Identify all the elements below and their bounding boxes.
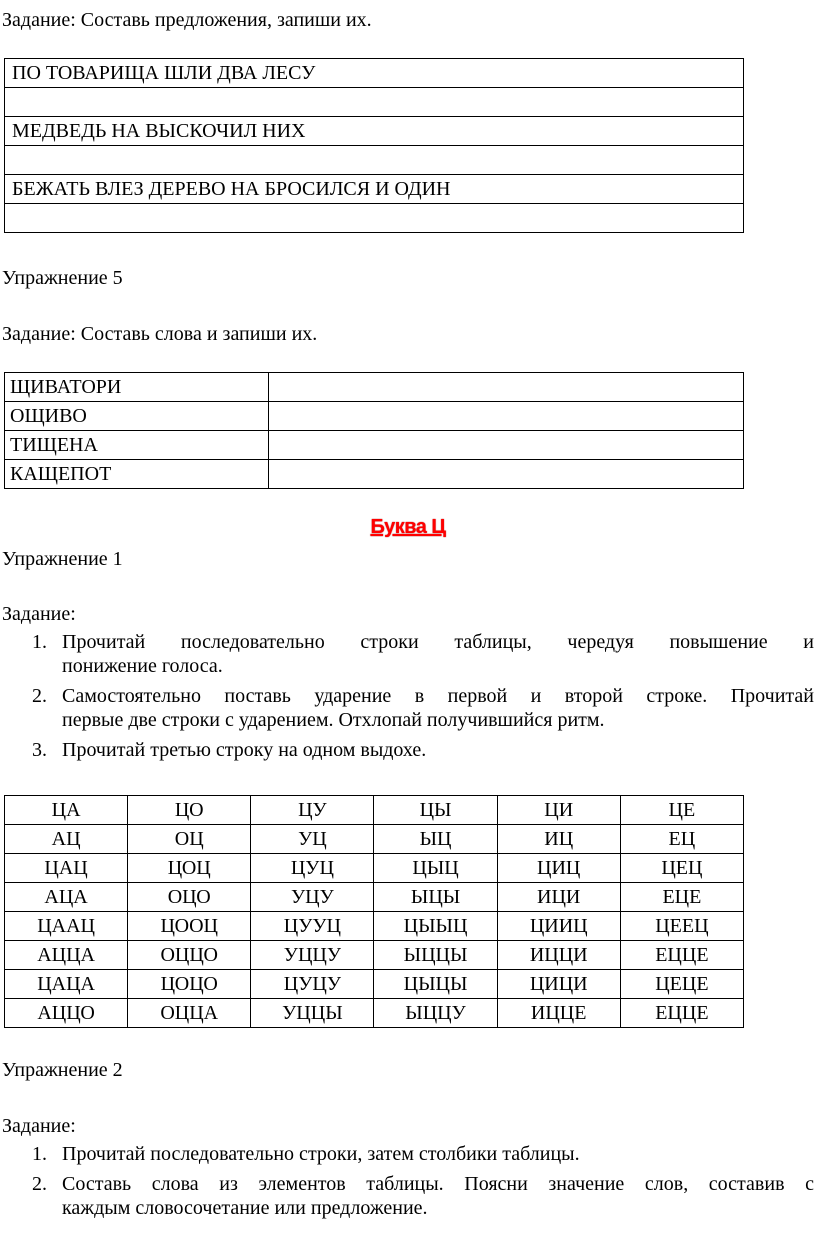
syllable-cell: ЕЦЦЕ (620, 999, 743, 1028)
syllable-cell: УЦЦУ (251, 941, 374, 970)
syllable-cell: АЦ (5, 825, 128, 854)
list-item (0, 738, 814, 762)
list-item (0, 630, 814, 678)
table-cell: ЩИВАТОРИ (5, 373, 269, 402)
table-cell: ТИЩЕНА (5, 431, 269, 460)
syllable-cell: ЦАЦ (5, 854, 128, 883)
syllable-cell: АЦЦА (5, 941, 128, 970)
syllable-cell: ЦУЦ (251, 854, 374, 883)
list-item (0, 1142, 814, 1166)
list-item (0, 1172, 814, 1220)
syllable-cell: ЫЦЫ (374, 883, 497, 912)
syllable-cell: АЦЦО (5, 999, 128, 1028)
list-number: 1. (32, 1143, 47, 1165)
exercise-1-task-label: Задание: (2, 603, 76, 625)
list-item (0, 684, 814, 732)
list-text: Прочитай последовательно строки таблицы, чередуя повышение и (62, 631, 814, 653)
syllable-cell: ЦИЦ (497, 854, 620, 883)
syllable-cell: ОЦЦО (128, 941, 251, 970)
table-row (5, 912, 744, 941)
list-text: Прочитай последовательно строки, затем столбики таблицы. (62, 1143, 580, 1165)
syllable-cell: ОЦЦА (128, 999, 251, 1028)
syllable-cell: ЦЕЦ (620, 854, 743, 883)
syllable-cell: ЦЫЦЫ (374, 970, 497, 999)
syllable-cell: ЦЕЦЕ (620, 970, 743, 999)
answer-cell (269, 460, 744, 489)
table-cell: БЕЖАТЬ ВЛЕЗ ДЕРЕВО НА БРОСИЛСЯ И ОДИН (5, 175, 744, 204)
syllable-cell: ИЦ (497, 825, 620, 854)
syllable-cell: ИЦЦИ (497, 941, 620, 970)
list-number: 2. (32, 685, 47, 707)
syllable-cell: ЫЦ (374, 825, 497, 854)
exercise-2-title: Упражнение 2 (2, 1059, 123, 1081)
syllable-cell: ЦОЦО (128, 970, 251, 999)
syllable-cell: ЦИИЦ (497, 912, 620, 941)
table-row (5, 854, 744, 883)
syllable-cell: ЕЦЦЕ (620, 941, 743, 970)
syllable-cell: ЦИ (497, 796, 620, 825)
syllable-cell: ЦЕ (620, 796, 743, 825)
letter-heading: Буква Ц (370, 516, 446, 538)
syllable-cell: ОЦО (128, 883, 251, 912)
table-cell (5, 88, 744, 117)
answer-cell (269, 402, 744, 431)
words-table (4, 372, 744, 489)
syllable-cell: ЦА (5, 796, 128, 825)
table-cell: ОЩИВО (5, 402, 269, 431)
syllable-cell: ЫЦЦУ (374, 999, 497, 1028)
table-cell: МЕДВЕДЬ НА ВЫСКОЧИЛ НИХ (5, 117, 744, 146)
table-cell (5, 146, 744, 175)
list-number: 2. (32, 1173, 47, 1195)
list-text: каждым словосочетание или предложение. (62, 1197, 428, 1219)
syllable-cell: ЦЫ (374, 796, 497, 825)
syllable-cell: УЦУ (251, 883, 374, 912)
table-cell: КАЩЕПОТ (5, 460, 269, 489)
table-row (5, 941, 744, 970)
task-heading: Задание: Составь предложения, запиши их. (2, 9, 372, 31)
answer-cell (269, 431, 744, 460)
table-row (5, 796, 744, 825)
syllable-cell: ЦУ (251, 796, 374, 825)
syllable-cell: ЫЦЦЫ (374, 941, 497, 970)
syllable-cell: ОЦ (128, 825, 251, 854)
table-row (5, 883, 744, 912)
list-number: 3. (32, 739, 47, 761)
table-cell (5, 204, 744, 233)
syllable-cell: ЕЦЕ (620, 883, 743, 912)
list-text: первые две строки с ударением. Отхлопай получившийся ритм. (62, 709, 605, 731)
syllable-cell: ЦОЦ (128, 854, 251, 883)
syllable-table (4, 795, 744, 1028)
syllable-cell: ЕЦ (620, 825, 743, 854)
exercise-1-list (0, 630, 814, 768)
syllable-cell: АЦА (5, 883, 128, 912)
exercise-2-list (0, 1142, 814, 1226)
syllable-cell: ИЦЦЕ (497, 999, 620, 1028)
syllable-cell: ИЦИ (497, 883, 620, 912)
table-cell: ПО ТОВАРИЩА ШЛИ ДВА ЛЕСУ (5, 59, 744, 88)
syllable-cell: ЦО (128, 796, 251, 825)
syllable-cell: ЦУУЦ (251, 912, 374, 941)
syllable-cell: ЦЕЕЦ (620, 912, 743, 941)
table-row (5, 999, 744, 1028)
exercise-5-title: Упражнение 5 (2, 267, 123, 289)
exercise-1-title: Упражнение 1 (2, 548, 123, 570)
answer-cell (269, 373, 744, 402)
list-number: 1. (32, 631, 47, 653)
list-text: понижение голоса. (62, 655, 223, 677)
syllable-cell: УЦЦЫ (251, 999, 374, 1028)
list-text: Самостоятельно поставь ударение в первой и второй строке. Прочитай (62, 685, 814, 707)
syllable-cell: ЦООЦ (128, 912, 251, 941)
syllable-cell: УЦ (251, 825, 374, 854)
exercise-5-task: Задание: Составь слова и запиши их. (2, 323, 318, 345)
list-text: Прочитай третью строку на одном выдохе. (62, 739, 427, 761)
syllable-cell: ЦААЦ (5, 912, 128, 941)
syllable-cell: ЦАЦА (5, 970, 128, 999)
sentence-table (4, 58, 744, 233)
list-text: Составь слова из элементов таблицы. Поясни значение слов, составив с (62, 1173, 814, 1195)
syllable-cell: ЦЫЫЦ (374, 912, 497, 941)
table-row (5, 825, 744, 854)
syllable-cell: ЦЫЦ (374, 854, 497, 883)
exercise-2-task-label: Задание: (2, 1115, 76, 1137)
table-row (5, 970, 744, 999)
syllable-cell: ЦУЦУ (251, 970, 374, 999)
syllable-cell: ЦИЦИ (497, 970, 620, 999)
